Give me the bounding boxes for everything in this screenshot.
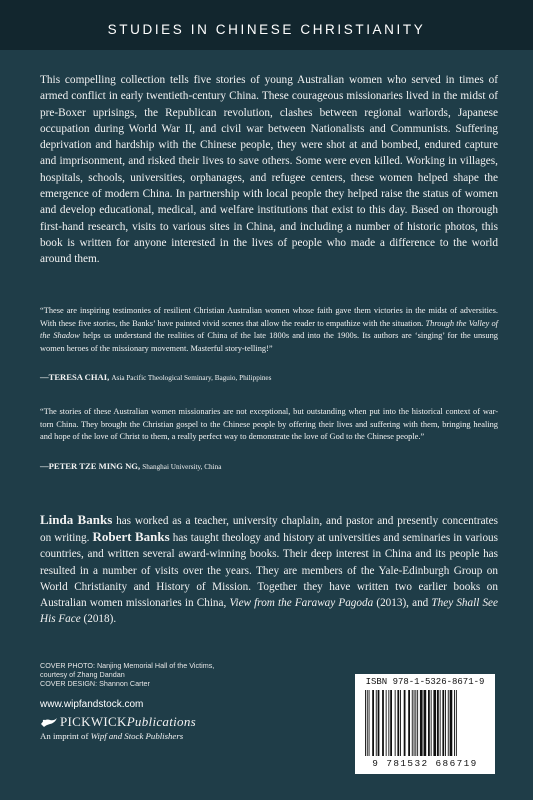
imprint-prefix: An imprint of — [40, 731, 91, 741]
barcode-bar — [372, 690, 374, 756]
barcode-bar — [397, 690, 399, 756]
barcode-bar — [448, 690, 449, 756]
endorser-affiliation: Asia Pacific Theological Seminary, Baguio, Philippines — [111, 374, 272, 382]
barcode-bar — [440, 690, 441, 756]
barcode-bar — [431, 690, 432, 756]
barcode-bar — [456, 690, 457, 756]
endorsement-quote — [40, 305, 498, 355]
barcode-bars — [363, 690, 487, 758]
endorsement-attribution — [40, 372, 271, 382]
barcode-bar — [390, 690, 392, 756]
barcode-bar — [408, 690, 410, 756]
barcode-bar — [424, 690, 427, 756]
bio-text: (2018). — [80, 613, 117, 626]
isbn-label: ISBN 978-1-5326-8671-9 — [365, 677, 485, 687]
author-name: Robert Banks — [92, 529, 170, 545]
endorser-name: —PETER TZE MING NG, — [40, 461, 141, 471]
ean-digits: 9 781532 686719 — [372, 758, 478, 769]
barcode-bar — [417, 690, 418, 756]
barcode-bar — [395, 690, 396, 756]
barcode-bar — [412, 690, 413, 756]
author-bio — [40, 512, 498, 627]
cover-design-credit: COVER DESIGN: Shannon Carter — [40, 679, 150, 689]
barcode-bar — [433, 690, 436, 756]
book-title: View from the Faraway Pagoda — [229, 597, 374, 610]
barcode-bar — [414, 690, 415, 756]
endorsement-quote: “The stories of these Australian women missionaries are not exceptional, but outstanding when put into the historical context of war-torn China. They brought the Christian gospel to the Chinese people by offering their lives and suffering with them, bringing healing and hope of the love of Christ to them, a really perfect way to demonstrate the love of God to the Chinese people.” — [40, 407, 498, 442]
barcode-bar — [400, 690, 401, 756]
barcode-bar — [386, 690, 387, 756]
barcode-bar — [415, 690, 416, 756]
book-title: They Shall See His Face — [40, 597, 498, 626]
cover-credits — [40, 661, 214, 689]
pickwick-logo-icon — [40, 716, 58, 728]
endorser-affiliation: Shanghai University, China — [142, 463, 222, 471]
barcode-bar — [404, 690, 406, 756]
barcode-bar — [369, 690, 370, 756]
quote-text: helps us understand the realities of China of the late 1800s and into the 1900s. Its authors are ‘singing’ for the unsung women heroes of the missionary movement. Masterful story-telling!” — [40, 331, 498, 353]
quote-text: “These are inspiring testimonies of resilient Christian Australian women whose faith gave them victories in the midst of adversities. With these five stories, the Banks’ have painted vivid scenes that allow the reader to empathize with the situation. — [40, 306, 498, 328]
imprint-name: Wipf and Stock Publishers — [90, 731, 184, 741]
publisher-imprint — [40, 731, 270, 741]
cover-photo-credit: COVER PHOTO: Nanjing Memorial Hall of the Victims, — [40, 661, 215, 670]
barcode-bar — [450, 690, 453, 756]
publisher-name-italic: Publications — [126, 714, 197, 729]
barcode-bar — [382, 690, 384, 756]
series-title: STUDIES IN CHINESE CHRISTIANITY — [107, 22, 426, 37]
endorser-name: —TERESA CHAI, — [40, 372, 110, 382]
publisher-website: www.wipfandstock.com — [40, 699, 144, 710]
book-description: This compelling collection tells five stories of young Australian women who served in times of armed conflict in early twentieth-century China. These courageous missionaries lived in the midst of pre-Boxer uprisings, the Republican revolution, clashes between regional warlords, Japanese occupation during World War II, and civil war between Nationalists and Communists. Suffering deprivation and hardship with the Chinese people, they were shot at and bombed, endured capture and imprisonment, and risked their lives to save others. Some were even killed. Working in villages, hospitals, schools, universities, orphanages, and refugee centers, these women helped shape the emergence of modern China. In partnership with local people they helped raise the status of women and develop educational, medical, and welfare institutions that exist to this day. Based on thorough first-hand research, visits to various sites in China, and including a number of historic photos, this book is written for anyone interested in the lives of people who made a difference to the world around them. — [40, 74, 498, 266]
barcode-bar — [365, 690, 366, 756]
barcode-bar — [420, 690, 423, 756]
barcode-bar — [437, 690, 439, 756]
bio-text: has taught theology and history at universities and seminaries in various countries, and written several award-winning books. Their deep interest in China and its people has resulted in a number of visits over the years. They are members of the Yale-Edinburgh Group on World Christianity and History of Mission. Together they have written two earlier books on Australian women missionaries in China, — [40, 532, 498, 610]
isbn-barcode — [355, 674, 495, 774]
barcode-bar — [376, 690, 377, 756]
publisher-name-caps: PICKWICK — [60, 714, 127, 729]
publisher-logo-block — [40, 714, 270, 741]
bio-text: (2013), and — [373, 597, 432, 610]
quote-book-title: Through the Valley of the Shadow — [40, 318, 498, 341]
barcode-bar — [428, 690, 430, 756]
barcode-bar — [378, 690, 380, 756]
barcode-bar — [388, 690, 389, 756]
endorsement-attribution — [40, 461, 221, 471]
author-name: Linda Banks — [40, 512, 113, 527]
cover-photo-courtesy: courtesy of Zhang Dandan — [40, 670, 125, 680]
barcode-bar — [445, 690, 446, 756]
barcode-bar — [442, 690, 444, 756]
publisher-name — [40, 714, 270, 730]
barcode-bar — [367, 690, 368, 756]
bio-text: has worked as a teacher, university chaplain, and pastor and presently concentrates on writing. — [40, 515, 498, 545]
barcode-bar — [454, 690, 455, 756]
